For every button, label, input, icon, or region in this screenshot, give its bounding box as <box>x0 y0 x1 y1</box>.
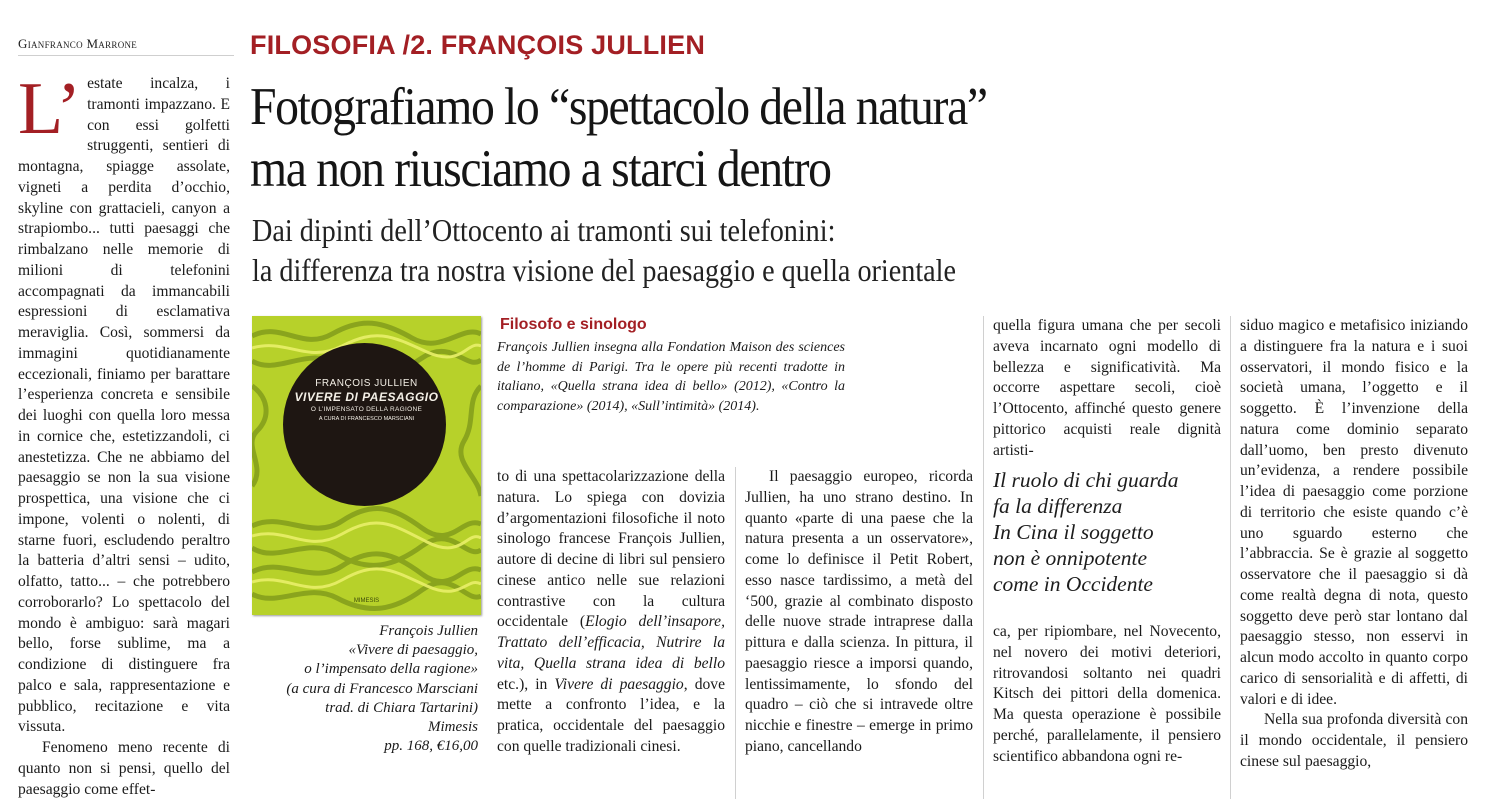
column-1-paragraph-2: Fenomeno meno recente di quanto non si pensi, quello del paesaggio come effet- <box>18 739 230 798</box>
subheadline <box>252 210 956 290</box>
pull-quote-line-4: non è onnipotente <box>993 546 1148 570</box>
pull-quote-line-1: Il ruolo di chi guarda <box>993 468 1179 492</box>
column-4-top-text: quella figura umana che per secoli aveva incarnato ogni modello di bellezza e significatività. Ma occorre aspettare secoli, cioè l’Ottocento, affinché questo genere pittorico acquisti reale dignità artisti- <box>993 317 1221 459</box>
column-5-paragraph-2: Nella sua profonda diversità con il mondo occidentale, il pensiero cinese sul paesaggio, <box>1240 711 1468 770</box>
caption-publisher: Mimesis <box>428 719 478 736</box>
caption-details: pp. 168, €16,00 <box>384 738 478 755</box>
book-cover-circle <box>283 343 446 506</box>
subheadline-line-1: Dai dipinti dell’Ottocento ai tramonti sui telefonini: <box>252 212 836 248</box>
caption-title-2: o l’impensato della ragione» <box>304 661 478 678</box>
book-cover-title: VIVERE DI PAESAGGIO <box>294 390 439 404</box>
drop-cap: L’ <box>18 68 82 150</box>
book-caption <box>250 622 478 756</box>
pull-quote-line-5: come in Occidente <box>993 572 1153 596</box>
column-2-works-list: Elogio dell’insapore, Trattato dell’efficacia, Nutrire la vita, Quella strana idea di bello <box>497 613 725 672</box>
column-2-text-a: to di una spettacolarizzazione della natura. Lo spiega con dovizia d’argomentazioni filosofiche il noto sinologo francese François Jullien, autore di decine di libri sul pensiero cinese antico nelle sue relazioni contrastive con la cultura occidentale ( <box>497 468 725 631</box>
article-column-2 <box>497 467 725 758</box>
caption-author: François Jullien <box>379 623 478 639</box>
column-2-text-c: , dove mette a confronto l’idea, e la pratica, occidentale del paesaggio con quelle tradizionali cinesi. <box>497 675 726 755</box>
article-column-5 <box>1240 316 1468 773</box>
pull-quote <box>993 467 1221 597</box>
column-divider <box>1230 316 1231 799</box>
bio-title: Filosofo e sinologo <box>500 316 647 333</box>
byline-divider <box>18 55 234 56</box>
section-kicker: FILOSOFIA /2. FRANÇOIS JULLIEN <box>250 30 706 60</box>
pull-quote-line-3: In Cina il soggetto <box>993 520 1154 544</box>
book-cover-author: FRANÇOIS JULLIEN <box>315 378 418 389</box>
column-divider <box>983 316 984 799</box>
pull-quote-line-2: fa la differenza <box>993 494 1123 518</box>
column-2-book-title: Vivere di paesaggio <box>554 675 684 693</box>
article-column-4-bottom <box>993 622 1221 767</box>
caption-curator: (a cura di Francesco Marsciani <box>286 680 478 697</box>
column-1-paragraph-1: estate incalza, i tramonti impazzano. E con essi golfetti struggenti, sentieri di montagna, spiagge assolate, vigneti a perdita d’occhio, skyline con grattacieli, canyon a strapiombo... tutti paesaggi che rimbalzano nelle memorie di milioni di telefonini accompagnati da immancabili espressioni di esclamativa meraviglia. Così, sommersi da immagini quotidianamente eccezionali, finiamo per barattare l’esperienza concreta e sensibile dei luoghi con quella loro messa in cornice che, estetizzandoli, ci anestetizza. Che ne abbiamo del paesaggio se non la sua visione prospettica, una visione che ci impone, volenti o nolenti, di starne fuori, escludendo peraltro la batteria d’altri sensi – udito, olfatto, tatto... – che potrebbero corroborarlo? Lo spettacolo del mondo è ambiguo: sarà magari bello, forse sublime, ma a condizione di distinguere fra palco e sala, rappresentazione e pubblico, recitazione e vita vissuta. <box>18 75 230 736</box>
column-3-paragraph: Il paesaggio europeo, ricorda Jullien, ha uno strano destino. In quanto «parte di una paese che la natura presenta a un osservatore», come lo definisce il Petit Robert, esso nasce tardissimo, a metà del ‘500, grazie al combinato disposto delle nuove strade intraprese dalla pittura e dalla scienza. In pittura, il paesaggio riesce a imporsi quando, lentissimamente, lo sfondo del quadro – ciò che si intravede oltre nicchie e finestre – emerge in primo piano, cancellando <box>745 468 973 755</box>
column-4-bottom-text: ca, per ripiombare, nel Novecento, nel novero dei motivi deteriori, ritrovandosi soltanto nei quadri Kitsch dei pittori della domenica. Ma questa operazione è possibile perché, parallelamente, il pensiero scientifico abbandona ogni re- <box>993 623 1221 765</box>
byline: Gianfranco Marrone <box>18 36 138 51</box>
book-cover-curator: A CURA DI FRANCESCO MARSCIANI <box>318 416 415 422</box>
book-cover-image <box>252 316 481 615</box>
headline-line-2: ma non riusciamo a starci dentro <box>250 140 831 198</box>
article-column-1 <box>18 68 230 800</box>
caption-title: «Vivere di paesaggio, <box>348 642 478 659</box>
caption-translator: trad. di Chiara Tartarini) <box>325 699 478 716</box>
article-column-3 <box>745 467 973 758</box>
headline-line-1: Fotografiamo lo “spettacolo della natura” <box>250 78 987 136</box>
book-cover-subtitle: O L’IMPENSATO DELLA RAGIONE <box>310 406 423 413</box>
book-cover-publisher: MIMESIS <box>353 598 380 604</box>
column-5-paragraph-1: siduo magico e metafisico iniziando a distinguere fra la natura e i suoi osservatori, il mondo fisico e la società umana, l’oggetto e il soggetto. È l’invenzione della natura come dominio separato dall’uomo, ben presto divenuto un’evidenza, a rendere possibile l’idea di paesaggio come porzione di territorio che esiste quando c’è uno sguardo esterno che l’abbraccia. Se è grazie al soggetto osservatore che il paesaggio si dà come realtà degna di nota, questo soggetto deve però star lontano dal paesaggio stesso, non esservi in alcun modo accolto in quanto corpo carico di sensorialità e di affetti, di valori e di idee. <box>1240 317 1468 708</box>
article-column-4-top <box>993 316 1221 461</box>
headline <box>250 76 987 200</box>
column-2-text-b: etc.), in <box>497 675 555 693</box>
column-divider <box>735 467 736 799</box>
subheadline-line-2: la differenza tra nostra visione del paesaggio e quella orientale <box>252 252 956 288</box>
bio-text: François Jullien insegna alla Fondation Maison des sciences de l’homme di Parigi. Tra le opere più recenti tradotte in italiano, «Quella strana idea di bello» (2012), «Contro la comparazione» (2014), «Sull’intimità» (2014). <box>497 340 845 414</box>
